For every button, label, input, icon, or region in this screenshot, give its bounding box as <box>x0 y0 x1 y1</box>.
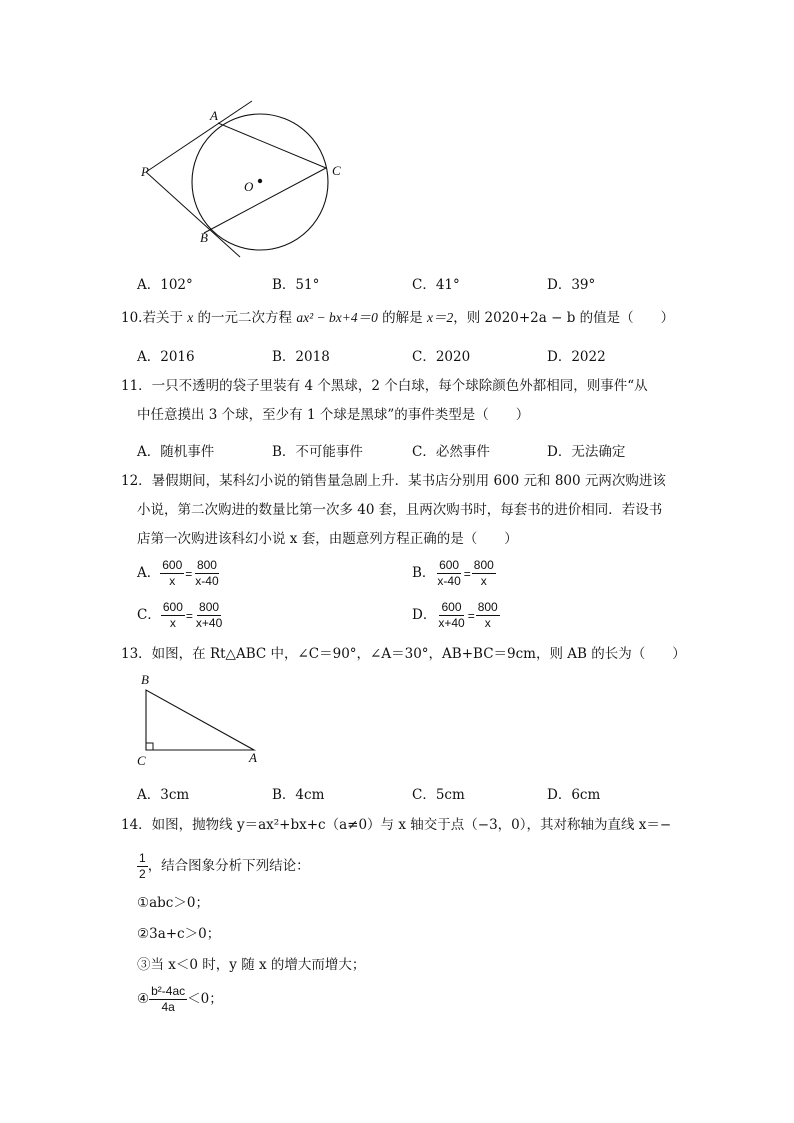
q11-option-d[interactable]: D．无法确定 <box>547 444 626 460</box>
triangle-abc <box>146 690 254 750</box>
label-b: B <box>200 230 208 245</box>
q13-option-c[interactable]: C．5cm <box>412 787 465 803</box>
q14-conclusion-4: ④ $\frac{\text{b²-4ac}}{4a}$ ＜0； <box>137 984 223 1014</box>
q12-option-d[interactable]: D． $\frac{600}{x+40}$ = $\frac{800}{x}$ <box>412 600 498 630</box>
label-p: P <box>141 164 149 179</box>
q14-conclusion-2: ②3a+c＞0； <box>137 926 221 942</box>
q10-option-a[interactable]: A．2016 <box>137 349 195 365</box>
q12-option-c[interactable]: C． $\frac{600}{x}$ = $\frac{800}{x+40}$ <box>137 600 223 630</box>
q9-option-b[interactable]: B．51° <box>272 277 320 293</box>
chord-ac <box>218 123 326 168</box>
circle-tangent-figure <box>130 95 360 265</box>
tangent-line-pa <box>146 101 252 172</box>
q12-option-a[interactable]: A． $\frac{600}{x}$ = $\frac{800}{x-40}$ <box>137 558 219 588</box>
q12-option-b[interactable]: B． $\frac{600}{x-40}$ = $\frac{800}{x}$ <box>412 558 494 588</box>
q13-option-a[interactable]: A．3cm <box>137 787 190 803</box>
label-c: C <box>332 163 341 178</box>
q10-stem: 10.若关于 x 的一元二次方程 ax² − bx+4＝0 的解是 x＝2，则 2020+2a − b 的值是（ ） <box>121 310 675 326</box>
q13-stem: 13．如图，在 Rt△ABC 中，∠C＝90°，∠A＝30°，AB+BC＝9cm，则 AB 的长为（ ） <box>121 646 686 662</box>
q14-line-1: 14．如图，抛物线 y＝ax²+bx+c（a≠0）与 x 轴交于点（−3，0），其对称轴为直线 x＝− <box>121 817 672 833</box>
q14-conclusion-1: ①abc＞0； <box>137 895 209 911</box>
q13-option-d[interactable]: D．6cm <box>547 787 601 803</box>
right-angle-mark <box>146 743 153 750</box>
q9-option-d[interactable]: D．39° <box>547 277 596 293</box>
label-a: A <box>210 108 218 123</box>
label-b-vertex: B <box>141 672 149 687</box>
label-o: O <box>244 179 254 194</box>
q14-conclusion-3: ③当 x＜0 时，y 随 x 的增大而增大； <box>137 957 366 973</box>
center-dot <box>258 179 262 183</box>
q13-option-b[interactable]: B．4cm <box>272 787 325 803</box>
q12-line-2: 小说，第二次购进的数量比第一次多 40 套，且两次购书时，每套书的进价相同．若设书 <box>137 502 663 518</box>
q11-option-a[interactable]: A．随机事件 <box>137 444 215 460</box>
q12-line-1: 12．暑假期间，某科幻小说的销售量急剧上升．某书店分别用 600 元和 800 元两次购进该 <box>121 473 666 489</box>
q9-option-a[interactable]: A．102° <box>137 277 193 293</box>
label-a-vertex: A <box>249 750 257 765</box>
q10-option-c[interactable]: C．2020 <box>412 349 471 365</box>
q11-line-2: 中任意摸出 3 个球，至少有 1 个球是黑球”的事件类型是（ ） <box>137 407 530 423</box>
q9-option-c[interactable]: C．41° <box>412 277 460 293</box>
right-triangle-figure <box>132 670 272 770</box>
chord-bc <box>204 168 326 233</box>
q10-option-b[interactable]: B．2018 <box>272 349 330 365</box>
label-c-vertex: C <box>137 753 146 768</box>
tangent-line-pb <box>146 172 240 257</box>
q11-option-c[interactable]: C．必然事件 <box>412 444 490 460</box>
q12-line-3: 店第一次购进该科幻小说 x 套，由题意列方程正确的是（ ） <box>137 531 518 547</box>
q14-line-2: $\frac{1}{2}$ ，结合图象分析下列结论： <box>139 851 310 881</box>
q10-option-d[interactable]: D．2022 <box>547 349 606 365</box>
q11-option-b[interactable]: B．不可能事件 <box>272 444 363 460</box>
q11-line-1: 11．一只不透明的袋子里装有 4 个黑球，2 个白球，每个球除颜色外都相同，则事件“从 <box>121 378 648 394</box>
